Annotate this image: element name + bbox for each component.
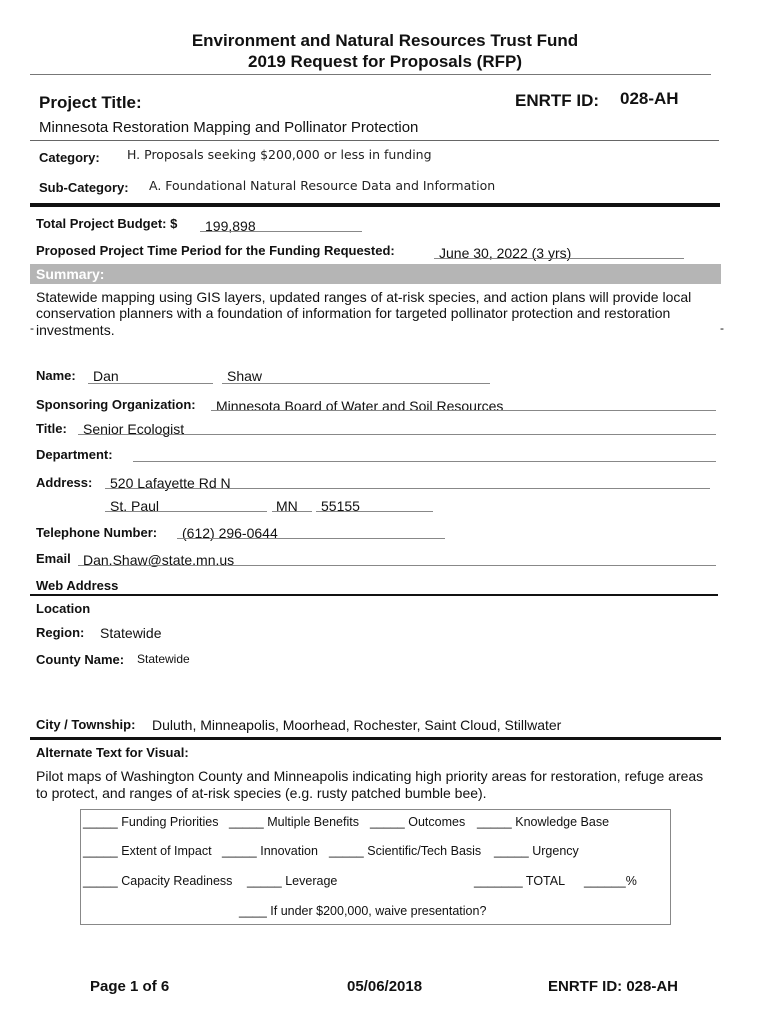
- visual-label: Alternate Text for Visual:: [36, 745, 189, 760]
- first-name-underline: [88, 383, 213, 384]
- visual-line-2: to protect, and ranges of at-risk species (e.g. rusty patched bumble bee).: [36, 785, 487, 801]
- score-urgency: _____ Urgency: [494, 844, 579, 858]
- enrtf-id-label: ENRTF ID:: [515, 91, 600, 110]
- department-underline: [133, 461, 716, 462]
- region-value: Statewide: [100, 625, 162, 641]
- city-underline: [105, 511, 267, 512]
- street-underline: [105, 488, 710, 489]
- summary-header-bar: [30, 264, 721, 284]
- visual-line-1: Pilot maps of Washington County and Minneapolis indicating high priority areas for restoration, refuge areas: [36, 768, 704, 784]
- first-name-value: Dan: [93, 368, 119, 384]
- period-underline: [434, 258, 684, 259]
- summary-line-1: Statewide mapping using GIS layers, updated ranges of at-risk species, and action plans will provide local: [36, 289, 692, 305]
- zip-underline: [316, 511, 433, 512]
- footer-date: 05/06/2018: [347, 978, 423, 995]
- city-value: St. Paul: [110, 498, 160, 514]
- web-address-rule: [30, 594, 718, 596]
- county-value: Statewide: [137, 652, 190, 666]
- email-underline: [78, 565, 716, 566]
- county-label: County Name:: [36, 652, 125, 667]
- city-township-value: Duluth, Minneapolis, Moorhead, Rochester, Saint Cloud, Stillwater: [152, 717, 562, 733]
- score-waive-presentation: ____ If under $200,000, waive presentation?: [239, 904, 487, 918]
- margin-dash-right: -: [720, 321, 724, 335]
- score-scientific-tech-basis: _____ Scientific/Tech Basis: [329, 844, 482, 858]
- footer-enrtf-id: ENRTF ID: 028-AH: [548, 978, 679, 995]
- region-label: Region:: [36, 625, 85, 640]
- score-multiple-benefits: _____ Multiple Benefits: [229, 815, 359, 829]
- score-capacity-readiness: _____ Capacity Readiness: [83, 874, 233, 888]
- category-label: Category:: [39, 150, 100, 165]
- margin-dash-left: -: [30, 321, 34, 335]
- summary-label: Summary:: [36, 266, 105, 282]
- summary-line-3: investments.: [36, 322, 115, 338]
- location-heading: Location: [36, 601, 91, 616]
- email-label: Email: [36, 551, 71, 566]
- visual-section-rule: [30, 737, 721, 740]
- department-label: Department:: [36, 447, 113, 462]
- footer-page-number: Page 1 of 6: [90, 978, 170, 995]
- score-percent: ______%: [584, 874, 637, 888]
- org-label: Sponsoring Organization:: [36, 397, 196, 412]
- category-value: H. Proposals seeking $200,000 or less in funding: [127, 147, 432, 162]
- budget-underline: [200, 231, 362, 232]
- summary-line-2: conservation planners with a foundation of information for targeted pollinator protection and restoration: [36, 305, 671, 321]
- state-underline: [272, 511, 312, 512]
- header-rule: [30, 74, 711, 75]
- last-name-value: Shaw: [227, 368, 263, 384]
- score-outcomes: _____ Outcomes: [370, 815, 466, 829]
- phone-label: Telephone Number:: [36, 525, 158, 540]
- enrtf-id-value: 028-AH: [620, 89, 679, 108]
- title-rule: [30, 140, 719, 141]
- address-label: Address:: [36, 475, 93, 490]
- phone-underline: [177, 538, 445, 539]
- score-innovation: _____ Innovation: [222, 844, 318, 858]
- web-address-label: Web Address: [36, 578, 119, 593]
- score-extent-of-impact: _____ Extent of Impact: [83, 844, 212, 858]
- scoring-box: [80, 809, 671, 925]
- project-title-value: Minnesota Restoration Mapping and Pollinator Protection: [39, 119, 419, 136]
- document-subtitle: 2019 Request for Proposals (RFP): [248, 52, 522, 71]
- org-underline: [211, 410, 716, 411]
- score-total: _______ TOTAL: [474, 874, 566, 888]
- subcategory-value: A. Foundational Natural Resource Data and Information: [149, 178, 496, 193]
- person-title-underline: [78, 434, 716, 435]
- budget-label: Total Project Budget: $: [36, 216, 178, 231]
- period-label: Proposed Project Time Period for the Funding Requested:: [36, 243, 395, 258]
- score-leverage: _____ Leverage: [247, 874, 338, 888]
- person-title-label: Title:: [36, 421, 67, 436]
- person-title-value: Senior Ecologist: [83, 421, 185, 437]
- city-township-label: City / Township:: [36, 717, 136, 732]
- document-title: Environment and Natural Resources Trust Fund: [191, 31, 579, 50]
- org-value: Minnesota Board of Water and Soil Resources: [216, 398, 504, 414]
- period-value: June 30, 2022 (3 yrs): [439, 245, 572, 261]
- score-knowledge-base: _____ Knowledge Base: [477, 815, 610, 829]
- name-label: Name:: [36, 368, 76, 383]
- project-title-label: Project Title:: [39, 93, 142, 112]
- phone-value: (612) 296-0644: [182, 525, 278, 541]
- zip-value: 55155: [321, 498, 360, 514]
- section-rule-thick: [30, 203, 720, 207]
- score-funding-priorities: _____ Funding Priorities: [83, 815, 219, 829]
- budget-value: 199,898: [205, 218, 256, 234]
- email-value: Dan.Shaw@state.mn.us: [83, 552, 235, 568]
- street-value: 520 Lafayette Rd N: [110, 475, 231, 491]
- subcategory-label: Sub-Category:: [39, 180, 129, 195]
- last-name-underline: [222, 383, 490, 384]
- state-value: MN: [276, 498, 298, 514]
